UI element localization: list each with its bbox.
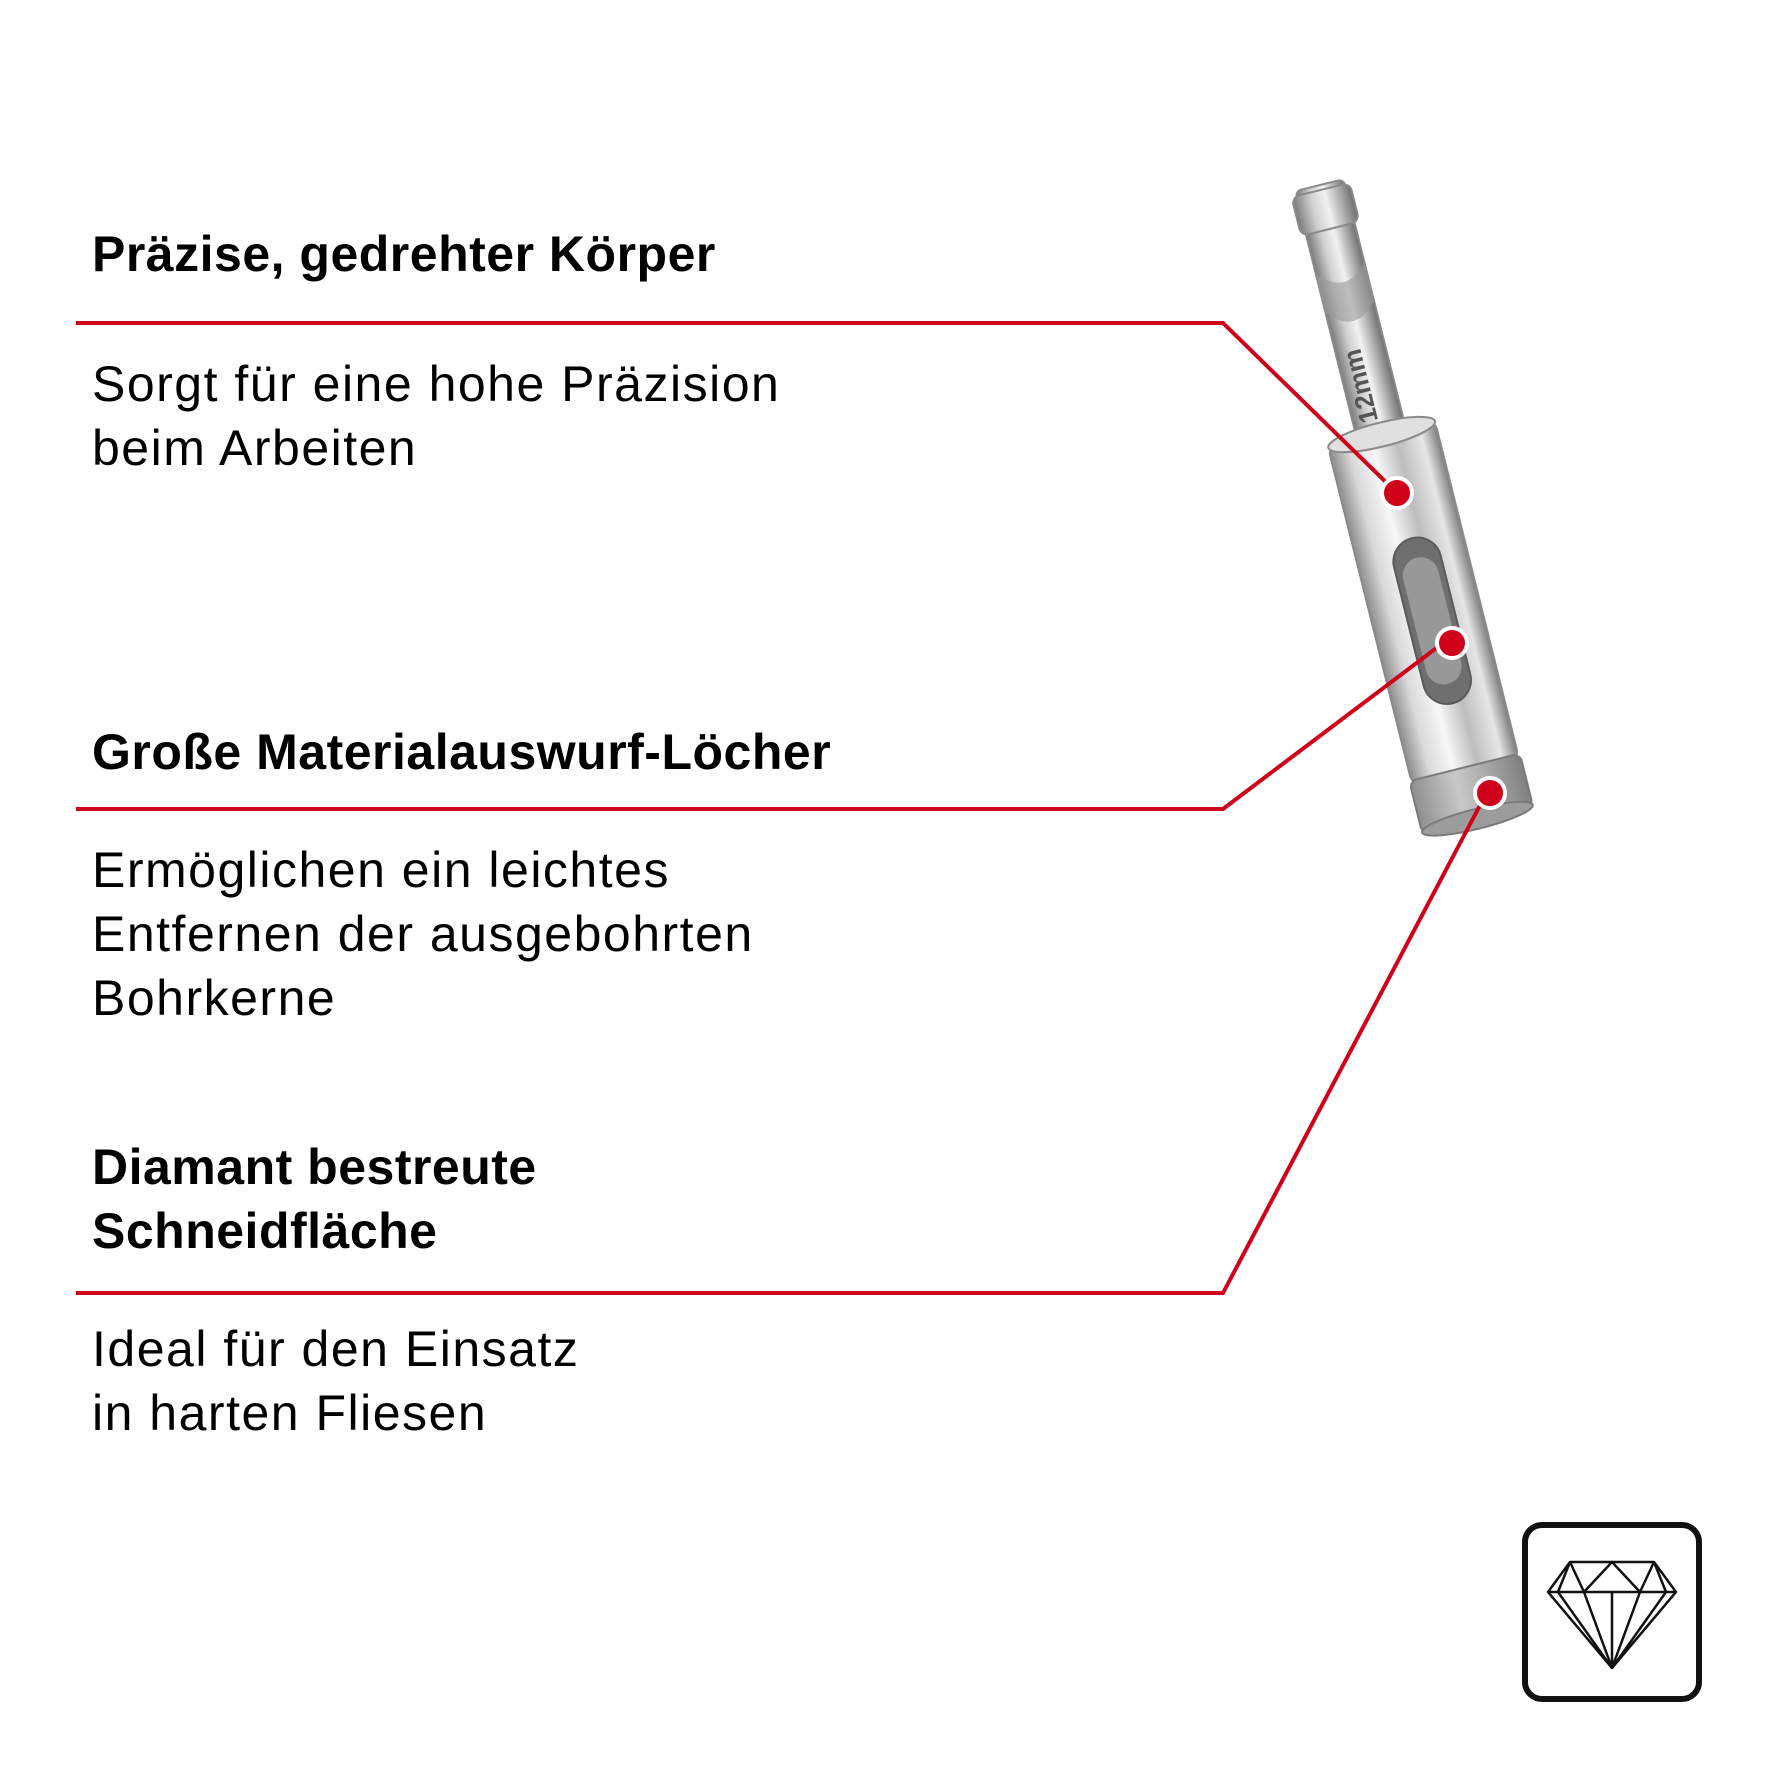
diamond-icon <box>1528 1528 1696 1696</box>
feature-title-ejection-holes: Große Materialauswurf-Löcher <box>92 724 832 780</box>
description-line: beim Arbeiten <box>92 420 418 476</box>
description-line: in harten Fliesen <box>92 1385 488 1441</box>
description-line: Ermöglichen ein leichtes <box>92 842 670 898</box>
diamond-badge <box>1522 1522 1702 1702</box>
feature-title-precise-body: Präzise, gedrehter Körper <box>92 226 716 282</box>
callout-dot-3 <box>1475 778 1505 808</box>
title-line: Diamant bestreute <box>92 1139 537 1195</box>
engraving-text: 12mm <box>1336 346 1384 427</box>
title-line: Schneidfläche <box>92 1203 438 1259</box>
callout-dot-1 <box>1382 478 1412 508</box>
description-line: Sorgt für eine hohe Präzision <box>92 356 781 412</box>
description-line: Entfernen der ausgebohrten <box>92 906 754 962</box>
callout-line-2 <box>76 640 1447 809</box>
description-line: Bohrkerne <box>92 970 337 1026</box>
callout-line-1 <box>76 323 1397 493</box>
callout-line-3 <box>76 792 1487 1293</box>
callout-dot-2 <box>1437 628 1467 658</box>
description-line: Ideal für den Einsatz <box>92 1321 580 1377</box>
